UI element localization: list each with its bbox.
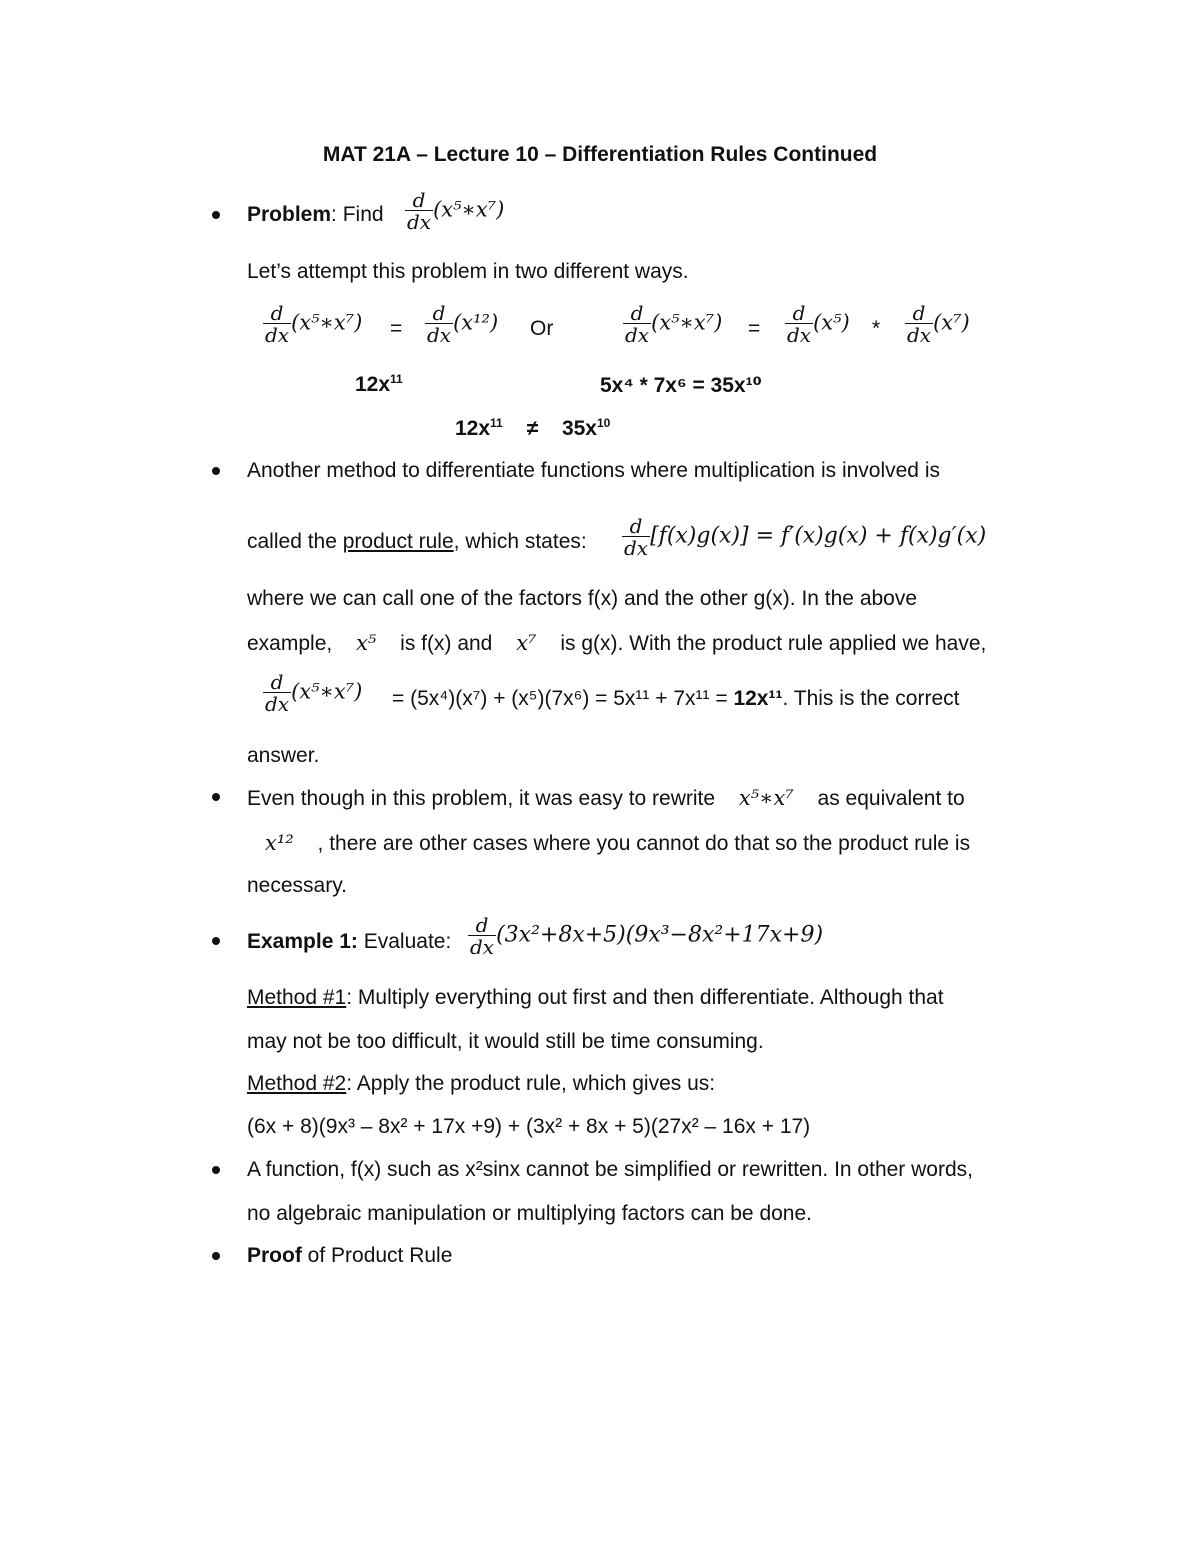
even-though-line2: x¹² , there are other cases where you cannot do that so the product rule is xyxy=(265,831,971,855)
example1-line: Example 1: Evaluate: xyxy=(247,930,452,953)
page-title: MAT 21A – Lecture 10 – Differentiation Rules Continued xyxy=(322,143,878,166)
product-rule-term: product rule xyxy=(342,530,454,553)
method2-line1: Method #2: Apply the product rule, which gives us: xyxy=(247,1072,716,1095)
way1-lhs: $\frac{d}{dx}$ (x⁵∗x⁷) xyxy=(265,301,363,347)
product-rule-line4: example, x⁵ is f(x) and x⁷ is g(x). With the product rule applied we have, xyxy=(247,631,987,655)
example1-expr: $\frac{d}{dx}$ (3x²+8x+5)(9x³−8x²+17x+9) xyxy=(470,913,824,959)
way2-result: 5x⁴ * 7x⁶ = 35x¹⁰ xyxy=(600,374,762,397)
product-rule-formula: $\frac{d}{dx}$ [f(x)g(x)] = f′(x)g(x) + f(x)g′(x) xyxy=(624,514,987,560)
way2-lhs: $\frac{d}{dx}$ (x⁵∗x⁷) xyxy=(625,301,723,347)
derivative-operator: $\frac{d}{dx}$ xyxy=(427,301,452,347)
function-note-line2: no algebraic manipulation or multiplying factors can be done. xyxy=(247,1202,813,1225)
way2-times: * xyxy=(872,317,881,340)
problem-find: : Find xyxy=(331,203,384,226)
method1-label: Method #1 xyxy=(247,986,347,1009)
even-though-line3: necessary. xyxy=(247,874,347,897)
bullet-marker xyxy=(212,1252,220,1260)
problem-line xyxy=(247,203,384,227)
derivative-operator: $\frac{d}{dx}$ xyxy=(625,301,650,347)
way1-rhs: $\frac{d}{dx}$ (x¹²) xyxy=(427,301,499,347)
bullet-marker xyxy=(212,211,220,219)
derivative-operator: $\frac{d}{dx}$ xyxy=(470,913,495,959)
bullet-marker xyxy=(212,467,220,475)
derivative-operator: $\frac{d}{dx}$ xyxy=(787,301,812,347)
bullet-marker xyxy=(212,937,220,945)
derivative-operator: $\frac{d}{dx}$ xyxy=(624,514,649,560)
problem-expr: (x⁵∗x⁷) xyxy=(433,197,505,222)
product-rule-line1: Another method to differentiate functions where multiplication is involved is xyxy=(247,459,940,482)
derivative-operator: $\frac{d}{dx}$ xyxy=(265,301,290,347)
applied-result: = (5x⁴)(x⁷) + (x⁵)(7x⁶) = 5x¹¹ + 7x¹¹ = 12x¹¹. This is the correct xyxy=(392,687,960,710)
way2-b: $\frac{d}{dx}$ (x⁷) xyxy=(907,301,970,347)
derivative-operator: $\frac{d}{dx}$ xyxy=(907,301,932,347)
derivative-operator: $\frac{d}{dx}$ xyxy=(407,188,432,234)
proof-line: Proof of Product Rule xyxy=(247,1244,453,1267)
way2-equals: = xyxy=(748,317,761,340)
attempt-text: Let’s attempt this problem in two different ways. xyxy=(247,260,689,283)
bullet-marker xyxy=(212,1166,220,1174)
or-label: Or xyxy=(530,317,554,340)
answer-text: answer. xyxy=(247,744,320,767)
applied-expr: $\frac{d}{dx}$ (x⁵∗x⁷) xyxy=(265,670,363,716)
method1-line1: Method #1: Multiply everything out first and then differentiate. Although that xyxy=(247,986,944,1009)
way1-equals: = xyxy=(390,317,403,340)
way1-result: $12x^{11}$ xyxy=(355,372,403,396)
method2-result: (6x + 8)(9x³ – 8x² + 17x +9) + (3x² + 8x + 5)(27x² – 16x + 17) xyxy=(247,1115,811,1138)
way2-a: $\frac{d}{dx}$ (x⁵) xyxy=(787,301,850,347)
even-though-line1: Even though in this problem, it was easy to rewrite x⁵∗x⁷ as equivalent to xyxy=(247,786,965,810)
method2-label: Method #2 xyxy=(247,1072,347,1095)
product-rule-line3: where we can call one of the factors f(x) and the other g(x). In the above xyxy=(247,587,918,610)
function-note-line1: A function, f(x) such as x²sinx cannot be simplified or rewritten. In other words, xyxy=(247,1158,973,1181)
bullet-marker xyxy=(212,793,220,801)
derivative-operator: $\frac{d}{dx}$ xyxy=(265,670,290,716)
comparison-line: $12x^{11} \ne 35x^{10}$ xyxy=(455,416,611,440)
problem-label: Problem xyxy=(247,203,332,226)
product-rule-line2: called the product rule, which states: xyxy=(247,530,587,553)
problem-expression xyxy=(405,190,504,232)
method1-line2: may not be too difficult, it would still be time consuming. xyxy=(247,1030,764,1053)
